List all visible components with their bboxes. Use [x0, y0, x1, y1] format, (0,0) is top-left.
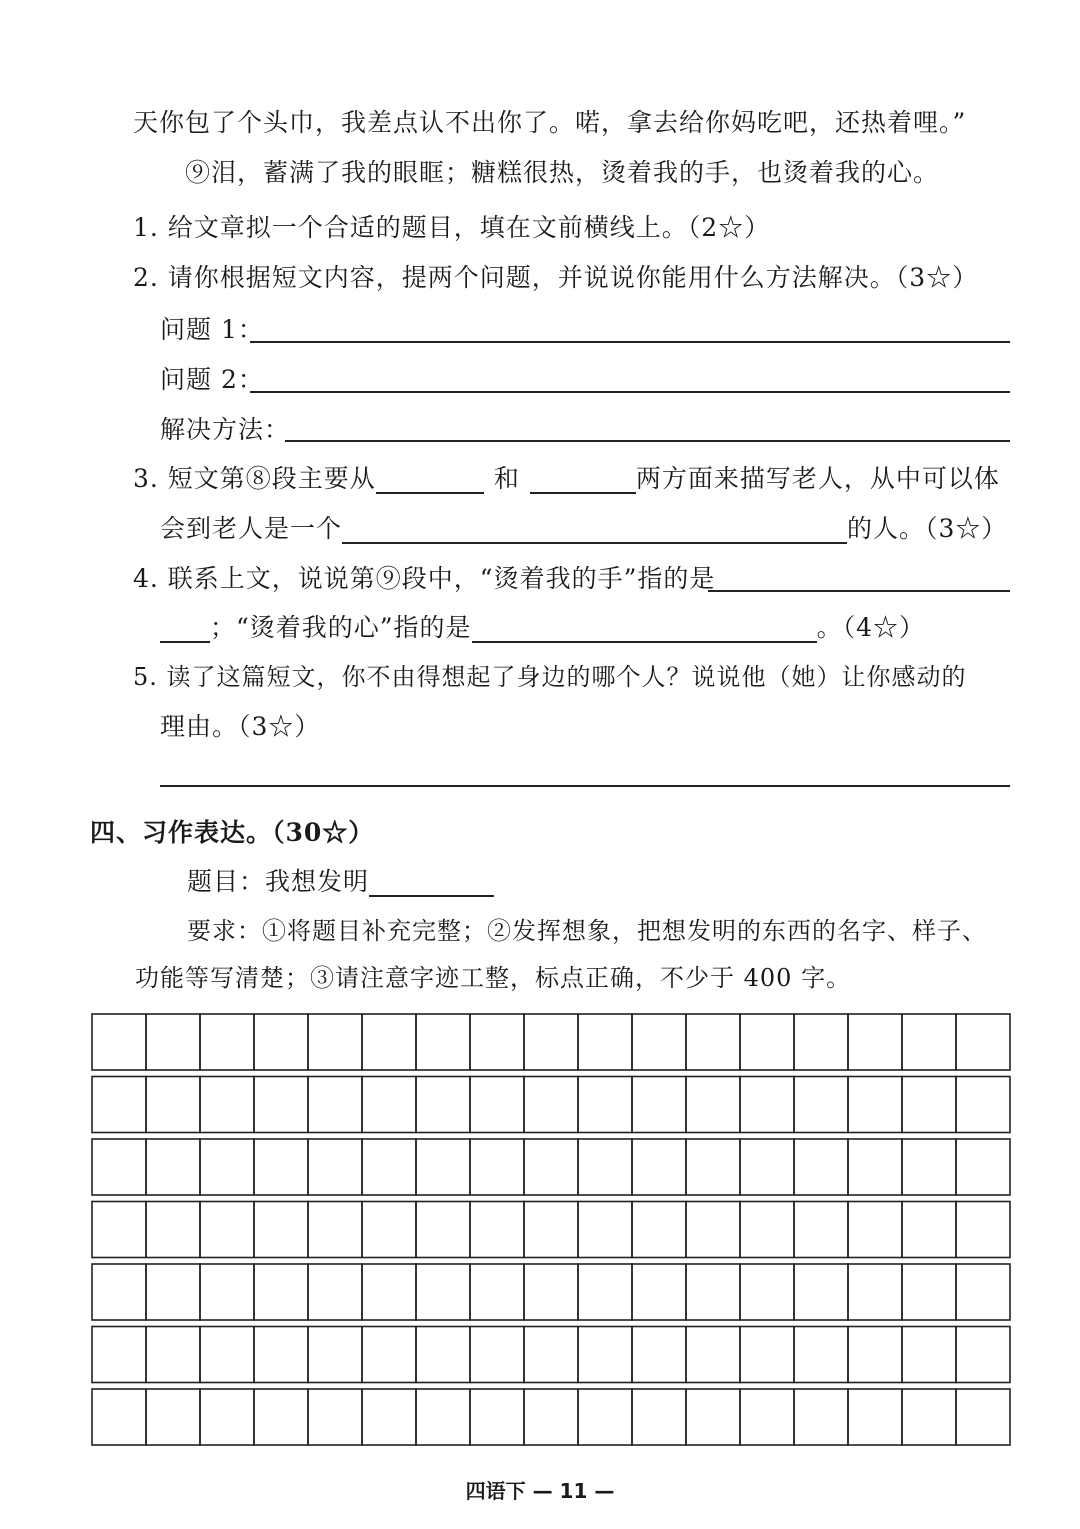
question-4-text-a: 4. 联系上文，说说第⑨段中，“烫着我的手”指的是: [133, 564, 716, 593]
grid-cell[interactable]: [470, 1014, 524, 1070]
grid-row[interactable]: [92, 1202, 1010, 1258]
grid-cell[interactable]: [416, 1202, 470, 1258]
grid-cell[interactable]: [956, 1014, 1010, 1070]
grid-cell[interactable]: [578, 1327, 632, 1383]
grid-cell[interactable]: [740, 1077, 794, 1133]
question-1: 1. 给文章拟一个合适的题目，填在文前横线上。（2☆）: [133, 213, 771, 242]
grid-cell[interactable]: [578, 1077, 632, 1133]
grid-cell[interactable]: [362, 1389, 416, 1445]
grid-cell[interactable]: [92, 1139, 146, 1195]
grid-cell[interactable]: [254, 1077, 308, 1133]
grid-cell[interactable]: [308, 1014, 362, 1070]
question-2-problem-2-label: 问题 2：: [160, 365, 264, 394]
grid-cell[interactable]: [956, 1327, 1010, 1383]
passage-paragraph-9: ⑨泪，蓄满了我的眼眶；糖糕很热，烫着我的手，也烫着我的心。: [185, 158, 940, 187]
question-5-line-2: 理由。（3☆）: [160, 712, 321, 741]
grid-cell[interactable]: [470, 1139, 524, 1195]
grid-cell[interactable]: [524, 1139, 578, 1195]
grid-cell[interactable]: [686, 1389, 740, 1445]
grid-cell[interactable]: [92, 1264, 146, 1320]
grid-cell[interactable]: [146, 1264, 200, 1320]
grid-cell[interactable]: [200, 1327, 254, 1383]
grid-cell[interactable]: [740, 1139, 794, 1195]
grid-cell[interactable]: [470, 1327, 524, 1383]
grid-cell[interactable]: [200, 1139, 254, 1195]
grid-cell[interactable]: [362, 1139, 416, 1195]
grid-cell[interactable]: [362, 1202, 416, 1258]
grid-cell[interactable]: [578, 1014, 632, 1070]
grid-cell[interactable]: [416, 1014, 470, 1070]
grid-row[interactable]: [92, 1139, 1010, 1195]
grid-cell[interactable]: [578, 1389, 632, 1445]
question-2-solution-label: 解决方法：: [160, 415, 291, 444]
question-3-text-b: 和: [493, 464, 520, 493]
grid-cell[interactable]: [794, 1139, 848, 1195]
grid-cell[interactable]: [686, 1264, 740, 1320]
grid-cell[interactable]: [524, 1014, 578, 1070]
grid-cell[interactable]: [632, 1202, 686, 1258]
grid-cell[interactable]: [632, 1389, 686, 1445]
grid-cell[interactable]: [308, 1327, 362, 1383]
grid-cell[interactable]: [416, 1139, 470, 1195]
grid-cell[interactable]: [92, 1327, 146, 1383]
grid-cell[interactable]: [578, 1202, 632, 1258]
grid-cell[interactable]: [740, 1202, 794, 1258]
grid-cell[interactable]: [308, 1139, 362, 1195]
grid-cell[interactable]: [524, 1202, 578, 1258]
grid-cell[interactable]: [92, 1202, 146, 1258]
writing-requirements-line-2: 功能等写清楚；③请注意字迹工整，标点正确，不少于 400 字。: [135, 964, 852, 992]
grid-cell[interactable]: [416, 1327, 470, 1383]
grid-cell[interactable]: [146, 1327, 200, 1383]
grid-cell[interactable]: [848, 1327, 902, 1383]
grid-cell[interactable]: [740, 1014, 794, 1070]
writing-section-title: 四、习作表达。（30☆）: [90, 818, 375, 847]
question-3-text-e: 的人。（3☆）: [847, 514, 1008, 543]
grid-cell[interactable]: [686, 1139, 740, 1195]
grid-cell[interactable]: [956, 1077, 1010, 1133]
grid-cell[interactable]: [902, 1327, 956, 1383]
grid-cell[interactable]: [578, 1139, 632, 1195]
grid-cell[interactable]: [794, 1389, 848, 1445]
grid-cell[interactable]: [686, 1327, 740, 1383]
grid-cell[interactable]: [524, 1077, 578, 1133]
grid-cell[interactable]: [956, 1264, 1010, 1320]
grid-cell[interactable]: [902, 1014, 956, 1070]
grid-cell[interactable]: [308, 1077, 362, 1133]
grid-cell[interactable]: [794, 1202, 848, 1258]
grid-cell[interactable]: [902, 1077, 956, 1133]
grid-cell[interactable]: [686, 1077, 740, 1133]
grid-cell[interactable]: [92, 1389, 146, 1445]
grid-cell[interactable]: [956, 1139, 1010, 1195]
grid-cell[interactable]: [686, 1014, 740, 1070]
grid-cell[interactable]: [632, 1327, 686, 1383]
writing-requirements-line-1: 要求：①将题目补充完整；②发挥想象，把想发明的东西的名字、样子、: [187, 917, 987, 945]
grid-cell[interactable]: [92, 1014, 146, 1070]
grid-cell[interactable]: [902, 1139, 956, 1195]
grid-cell[interactable]: [848, 1202, 902, 1258]
grid-cell[interactable]: [632, 1139, 686, 1195]
grid-cell[interactable]: [794, 1014, 848, 1070]
grid-cell[interactable]: [416, 1077, 470, 1133]
grid-cell[interactable]: [254, 1014, 308, 1070]
writing-topic-label: 题目：我想发明: [187, 867, 370, 896]
grid-cell[interactable]: [632, 1077, 686, 1133]
grid-cell[interactable]: [254, 1139, 308, 1195]
grid-cell[interactable]: [146, 1014, 200, 1070]
grid-cell[interactable]: [794, 1077, 848, 1133]
question-3-text-c: 两方面来描写老人，从中可以体: [635, 464, 1000, 493]
grid-cell[interactable]: [362, 1077, 416, 1133]
page-footer: 四语下 — 11 —: [465, 1479, 615, 1503]
grid-cell[interactable]: [794, 1327, 848, 1383]
grid-cell[interactable]: [578, 1264, 632, 1320]
grid-cell[interactable]: [470, 1389, 524, 1445]
question-4-text-b: ；“烫着我的心”指的是: [210, 613, 472, 642]
grid-cell[interactable]: [740, 1264, 794, 1320]
question-3-text-d: 会到老人是一个: [160, 514, 343, 543]
grid-cell[interactable]: [146, 1389, 200, 1445]
grid-cell[interactable]: [740, 1327, 794, 1383]
grid-cell[interactable]: [146, 1139, 200, 1195]
grid-cell[interactable]: [200, 1264, 254, 1320]
grid-cell[interactable]: [524, 1327, 578, 1383]
grid-cell[interactable]: [254, 1202, 308, 1258]
grid-cell[interactable]: [902, 1389, 956, 1445]
grid-cell[interactable]: [416, 1389, 470, 1445]
grid-cell[interactable]: [848, 1077, 902, 1133]
grid-cell[interactable]: [956, 1202, 1010, 1258]
grid-cell[interactable]: [200, 1389, 254, 1445]
grid-row[interactable]: [92, 1327, 1010, 1383]
grid-cell[interactable]: [254, 1389, 308, 1445]
grid-cell[interactable]: [308, 1264, 362, 1320]
grid-cell[interactable]: [902, 1264, 956, 1320]
grid-cell[interactable]: [902, 1202, 956, 1258]
grid-cell[interactable]: [200, 1014, 254, 1070]
grid-row[interactable]: [92, 1389, 1010, 1445]
grid-cell[interactable]: [470, 1264, 524, 1320]
grid-cell[interactable]: [200, 1202, 254, 1258]
grid-cell[interactable]: [524, 1389, 578, 1445]
grid-cell[interactable]: [362, 1014, 416, 1070]
grid-cell[interactable]: [686, 1202, 740, 1258]
grid-cell[interactable]: [308, 1202, 362, 1258]
grid-cell[interactable]: [740, 1389, 794, 1445]
question-2: 2. 请你根据短文内容，提两个问题，并说说你能用什么方法解决。（3☆）: [133, 263, 979, 292]
passage-line-1: 天你包了个头巾，我差点认不出你了。喏，拿去给你妈吃吧，还热着哩。”: [133, 108, 967, 137]
grid-cell[interactable]: [470, 1202, 524, 1258]
grid-cell[interactable]: [254, 1327, 308, 1383]
grid-row[interactable]: [92, 1264, 1010, 1320]
grid-row[interactable]: [92, 1077, 1010, 1133]
grid-cell[interactable]: [362, 1327, 416, 1383]
grid-cell[interactable]: [794, 1264, 848, 1320]
grid-row[interactable]: [92, 1014, 1010, 1070]
question-3-text-a: 3. 短文第⑧段主要从: [133, 464, 376, 493]
grid-cell[interactable]: [308, 1389, 362, 1445]
grid-cell[interactable]: [956, 1389, 1010, 1445]
grid-cell[interactable]: [848, 1389, 902, 1445]
grid-cell[interactable]: [416, 1264, 470, 1320]
grid-cell[interactable]: [362, 1264, 416, 1320]
grid-cell[interactable]: [524, 1264, 578, 1320]
grid-cell[interactable]: [146, 1202, 200, 1258]
question-5-line-1: 5. 读了这篇短文，你不由得想起了身边的哪个人？说说他（她）让你感动的: [133, 663, 967, 691]
question-4-text-c: 。（4☆）: [816, 613, 925, 642]
question-2-problem-1-label: 问题 1：: [160, 315, 264, 344]
grid-cell[interactable]: [848, 1014, 902, 1070]
grid-cell[interactable]: [632, 1264, 686, 1320]
grid-cell[interactable]: [848, 1264, 902, 1320]
grid-cell[interactable]: [632, 1014, 686, 1070]
grid-cell[interactable]: [200, 1077, 254, 1133]
grid-cell[interactable]: [848, 1139, 902, 1195]
grid-cell[interactable]: [92, 1077, 146, 1133]
grid-cell[interactable]: [254, 1264, 308, 1320]
grid-cell[interactable]: [146, 1077, 200, 1133]
grid-cell[interactable]: [470, 1077, 524, 1133]
